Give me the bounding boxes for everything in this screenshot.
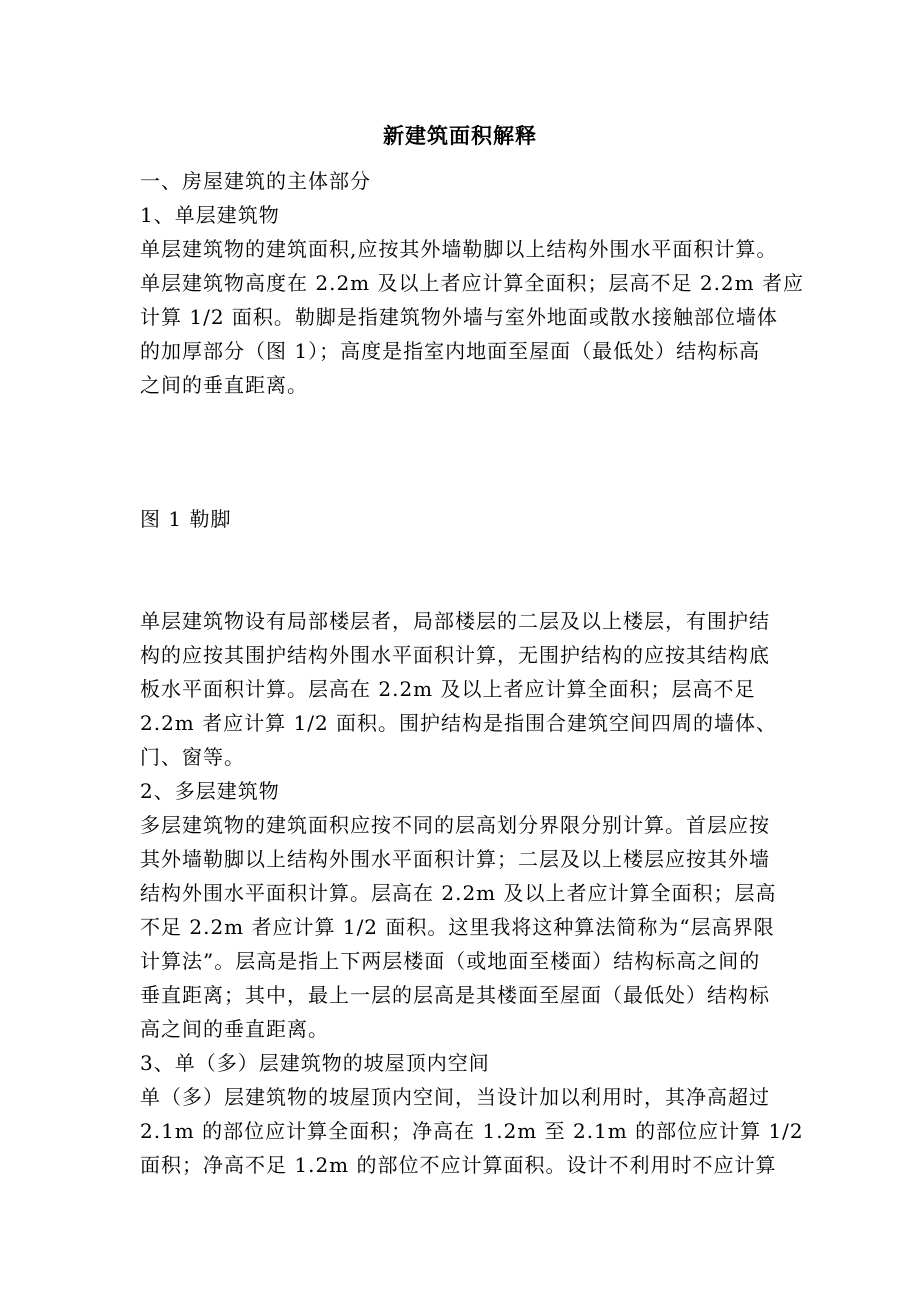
paragraph-line: 面积；净高不足 1.2m 的部位不应计算面积。设计不利用时不应计算 bbox=[140, 1153, 777, 1177]
paragraph-line: 多层建筑物的建筑面积应按不同的层高划分界限分别计算。首层应按 bbox=[140, 813, 770, 837]
paragraph-line: 之间的垂直距离。 bbox=[140, 373, 308, 397]
paragraph-line: 计算法”。层高是指上下两层楼面（或地面至楼面）结构标高之间的 bbox=[140, 949, 761, 973]
section-continued-block bbox=[140, 604, 804, 1182]
paragraph-line: 板水平面积计算。层高在 2.2m 及以上者应计算全面积；层高不足 bbox=[140, 677, 756, 701]
paragraph-line: 2.1m 的部位应计算全面积；净高在 1.2m 至 2.1m 的部位应计算 1/2 bbox=[140, 1119, 804, 1143]
paragraph-line: 单（多）层建筑物的坡屋顶内空间，当设计加以利用时，其净高超过 bbox=[140, 1085, 770, 1109]
paragraph-line: 高之间的垂直距离。 bbox=[140, 1017, 329, 1041]
figure-caption bbox=[140, 502, 800, 536]
paragraph-line: 的加厚部分（图 1）；高度是指室内地面至屋面（最低处）结构标高 bbox=[140, 339, 761, 363]
paragraph-line: 构的应按其围护结构外围水平面积计算，无围护结构的应按其结构底 bbox=[140, 643, 770, 667]
paragraph-line: 不足 2.2m 者应计算 1/2 面积。这里我将这种算法简称为“层高界限 bbox=[140, 915, 775, 939]
paragraph-line: 门、窗等。 bbox=[140, 745, 245, 769]
section-1-block bbox=[140, 164, 804, 402]
paragraph-line: 计算 1/2 面积。勒脚是指建筑物外墙与室外地面或散水接触部位墙体 bbox=[140, 305, 778, 329]
paragraph-line: 结构外围水平面积计算。层高在 2.2m 及以上者应计算全面积；层高 bbox=[140, 881, 777, 905]
section-heading: 一、房屋建筑的主体部分 bbox=[140, 169, 371, 193]
paragraph-line: 垂直距离；其中，最上一层的层高是其楼面至屋面（最低处）结构标 bbox=[140, 983, 770, 1007]
paragraph-line: 单层建筑物的建筑面积,应按其外墙勒脚以上结构外围水平面积计算。 bbox=[140, 237, 778, 261]
paragraph-line: 单层建筑物高度在 2.2m 及以上者应计算全面积；层高不足 2.2m 者应 bbox=[140, 271, 804, 295]
subsection-heading: 3、单（多）层建筑物的坡屋顶内空间 bbox=[140, 1051, 490, 1075]
subsection-heading: 2、多层建筑物 bbox=[140, 779, 280, 803]
document-title: 新建筑面积解释 bbox=[383, 123, 537, 148]
subsection-heading: 1、单层建筑物 bbox=[140, 203, 280, 227]
figure-1-caption: 图 1 勒脚 bbox=[140, 507, 232, 531]
paragraph-line: 单层建筑物设有局部楼层者，局部楼层的二层及以上楼层，有围护结 bbox=[140, 609, 770, 633]
paragraph-line: 2.2m 者应计算 1/2 面积。围护结构是指围合建筑空间四周的墙体、 bbox=[140, 711, 778, 735]
paragraph-line: 其外墙勒脚以上结构外围水平面积计算；二层及以上楼层应按其外墙 bbox=[140, 847, 770, 871]
